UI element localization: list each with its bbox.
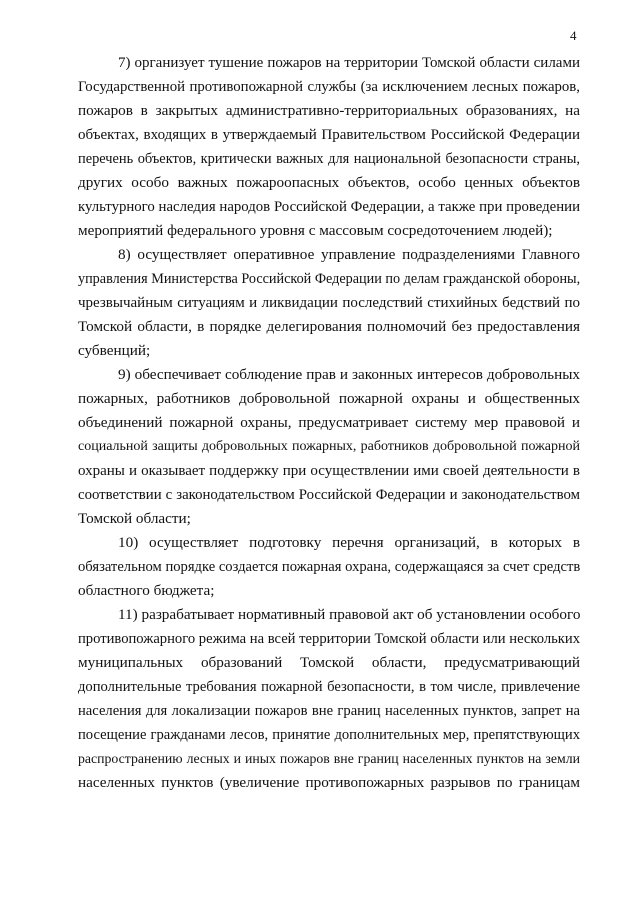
page-number: 4 [570, 28, 577, 43]
text-line: пожарных, работников добровольной пожарной охраны и общественных [78, 390, 580, 407]
text-line: социальной защиты добровольных пожарных, работников добровольной пожарной [78, 439, 580, 454]
text-line: Томской области; [78, 510, 191, 527]
document-body [78, 51, 580, 795]
text-line: 8) осуществляет оперативное управление подразделениями Главного [118, 246, 580, 263]
text-line: чрезвычайным ситуациям и ликвидации последствий стихийных бедствий по [78, 295, 580, 311]
text-line: населенных пунктов (увеличение противопожарных разрывов по границам [78, 774, 580, 791]
text-line: Государственной противопожарной службы (за исключением лесных пожаров, [78, 79, 580, 95]
text-line: других особо важных пожароопасных объектов, особо ценных объектов [78, 174, 580, 191]
text-line: противопожарного режима на всей территории Томской области или нескольких [78, 631, 580, 647]
text-line: населения для локализации пожаров вне границ населенных пунктов, запрет на [78, 703, 580, 719]
text-line: охраны и оказывает поддержку при осуществлении ими своей деятельности в [78, 463, 580, 479]
text-line: субвенций; [78, 342, 151, 359]
text-line: объектах, входящих в утверждаемый Правительством Российской Федерации [78, 127, 580, 143]
text-line: культурного наследия народов Российской Федерации, а также при проведении [78, 199, 580, 215]
text-line: управления Министерства Российской Федерации по делам гражданской обороны, [78, 271, 581, 287]
text-line: муниципальных образований Томской области, предусматривающий [78, 654, 580, 671]
text-line: Томской области, в порядке делегирования полномочий без предоставления [78, 318, 580, 335]
text-line: перечень объектов, критически важных для национальной безопасности страны, [78, 151, 580, 167]
text-line: 9) обеспечивает соблюдение прав и законных интересов добровольных [118, 366, 580, 383]
text-line: 7) организует тушение пожаров на территории Томской области силами [118, 55, 580, 71]
text-line: распространению лесных и иных пожаров вне границ населенных пунктов на земли [78, 751, 580, 766]
text-line: объединений пожарной охраны, предусматривает систему мер правовой и [78, 414, 580, 431]
text-line: соответствии с законодательством Российской Федерации и законодательством [78, 487, 580, 503]
text-line: дополнительные требования пожарной безопасности, в том числе, привлечение [78, 679, 580, 695]
text-line: пожаров в закрытых административно-территориальных образованиях, на [78, 102, 580, 119]
text-line: областного бюджета; [78, 582, 215, 599]
text-line: 10) осуществляет подготовку перечня организаций, в которых в [118, 534, 580, 551]
text-line: посещение гражданами лесов, принятие дополнительных мер, препятствующих [78, 727, 580, 743]
text-line: обязательном порядке создается пожарная охрана, содержащаяся за счет средств [78, 559, 581, 575]
text-line: 11) разрабатывает нормативный правовой акт об установлении особого [118, 606, 581, 623]
text-line: мероприятий федерального уровня с массовым сосредоточением людей); [78, 222, 553, 239]
